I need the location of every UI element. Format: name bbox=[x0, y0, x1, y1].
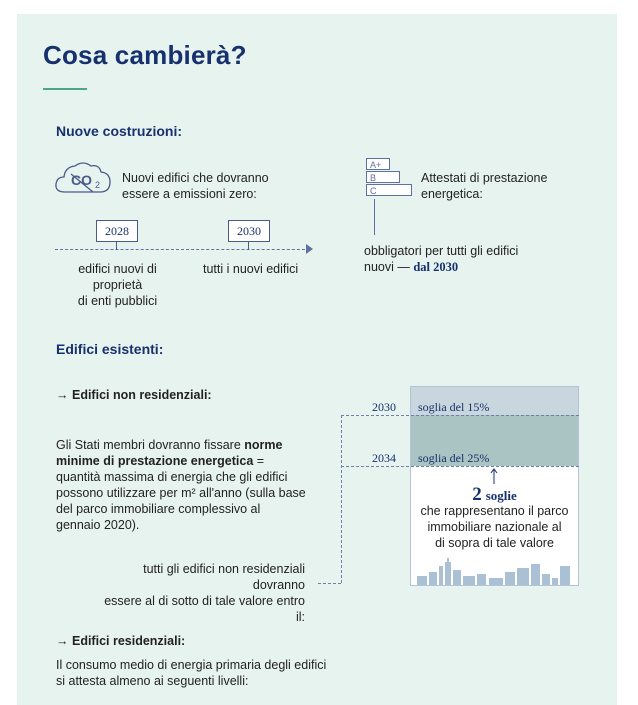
section-heading-new-buildings: Nuove costruzioni: bbox=[56, 123, 183, 139]
threshold-year-2030: 2030 bbox=[372, 400, 396, 414]
energy-label-a: A+ bbox=[366, 158, 390, 170]
two-thresholds-desc-line1: che rappresentano il parco bbox=[420, 504, 569, 518]
co2-cloud-icon bbox=[53, 158, 113, 198]
mandatory-text-line2 bbox=[364, 259, 518, 275]
arrow-right-icon: → bbox=[56, 634, 69, 648]
timeline-arrow-icon bbox=[306, 244, 313, 254]
year-stem-2030 bbox=[248, 242, 249, 250]
below-threshold-line2: essere al di sotto di tale valore entro il: bbox=[104, 594, 305, 624]
two-thresholds-word: soglie bbox=[485, 488, 517, 503]
threshold-connector-vertical bbox=[341, 415, 342, 583]
mandatory-date: dal 2030 bbox=[413, 260, 459, 274]
title-underline bbox=[43, 88, 87, 90]
two-thresholds-number: 2 bbox=[472, 484, 482, 505]
energy-rating-icon bbox=[366, 158, 426, 198]
threshold-line-2034 bbox=[341, 466, 579, 467]
year-box-2028: 2028 bbox=[96, 220, 138, 242]
two-thresholds-desc-line2: immobiliare nazionale al bbox=[427, 520, 562, 534]
cert-connector-line bbox=[374, 199, 375, 235]
zero-emission-text-line1: Nuovi edifici che dovranno bbox=[122, 171, 269, 185]
threshold-year-2034: 2034 bbox=[372, 451, 396, 465]
mandatory-prefix: nuovi — bbox=[364, 260, 414, 274]
year-box-2030: 2030 bbox=[228, 220, 270, 242]
threshold-line-2030 bbox=[341, 415, 579, 416]
residential-text-line2: si attesta almeno ai seguenti livelli: bbox=[56, 674, 249, 688]
energy-label-c: C bbox=[366, 184, 412, 196]
residential-text bbox=[56, 657, 326, 689]
residential-text-line1: Il consumo medio di energia primaria degli edifici bbox=[56, 658, 327, 672]
certificate-text-line2: energetica: bbox=[421, 187, 483, 201]
co2-icon-subscript: 2 bbox=[95, 180, 101, 190]
arrow-right-icon: → bbox=[56, 388, 69, 402]
caption-public-line2: di enti pubblici bbox=[77, 294, 158, 308]
caption-public-buildings bbox=[55, 261, 180, 309]
zero-emission-text-line2: essere a emissioni zero: bbox=[122, 187, 257, 201]
residential-heading bbox=[56, 633, 185, 649]
two-thresholds-desc-line3: di sopra di tale valore bbox=[435, 536, 554, 550]
nonresidential-heading-label: Edifici non residenziali: bbox=[71, 388, 212, 402]
caption-public-line1: edifici nuovi di proprietà bbox=[78, 262, 157, 292]
zero-emission-text bbox=[122, 170, 269, 202]
residential-heading-label: Edifici residenziali: bbox=[71, 634, 186, 648]
city-skyline-illustration bbox=[411, 558, 578, 585]
section-heading-existing-buildings: Edifici esistenti: bbox=[56, 341, 164, 357]
mandatory-text-line1: obbligatori per tutti gli edifici bbox=[364, 244, 519, 258]
caption-all-new-buildings: tutti i nuovi edifici bbox=[203, 262, 299, 276]
threshold-label-25: soglia del 25% bbox=[418, 451, 490, 465]
year-stem-2028 bbox=[116, 242, 117, 250]
up-arrow-icon bbox=[489, 468, 499, 484]
below-threshold-text bbox=[100, 561, 305, 625]
mandatory-text bbox=[364, 243, 518, 275]
below-threshold-line1: tutti gli edifici non residenziali dovranno bbox=[143, 562, 305, 592]
norms-paragraph bbox=[56, 437, 306, 533]
threshold-connector-horizontal bbox=[318, 583, 341, 584]
energy-label-b: B bbox=[366, 171, 400, 183]
norms-paragraph-strong: norme minime di prestazione energetica bbox=[56, 438, 283, 468]
page-title: Cosa cambierà? bbox=[43, 40, 247, 70]
nonresidential-heading bbox=[56, 387, 212, 403]
certificate-text-line1: Attestati di prestazione bbox=[421, 171, 548, 185]
bottom-fade bbox=[17, 688, 617, 705]
certificate-text bbox=[421, 170, 547, 202]
co2-icon-text: CO bbox=[71, 172, 92, 188]
norms-paragraph-part1: Gli Stati membri dovranno fissare bbox=[56, 438, 245, 452]
threshold-label-15: soglia del 15% bbox=[418, 400, 490, 414]
two-thresholds-desc bbox=[411, 503, 578, 551]
norms-paragraph-part2: = quantità massima di energia che gli edifici possono utilizzare per m² all'anno (sulla base del parco immobiliare complessivo al gennaio 2020). bbox=[56, 454, 306, 532]
timeline-line bbox=[55, 249, 310, 250]
